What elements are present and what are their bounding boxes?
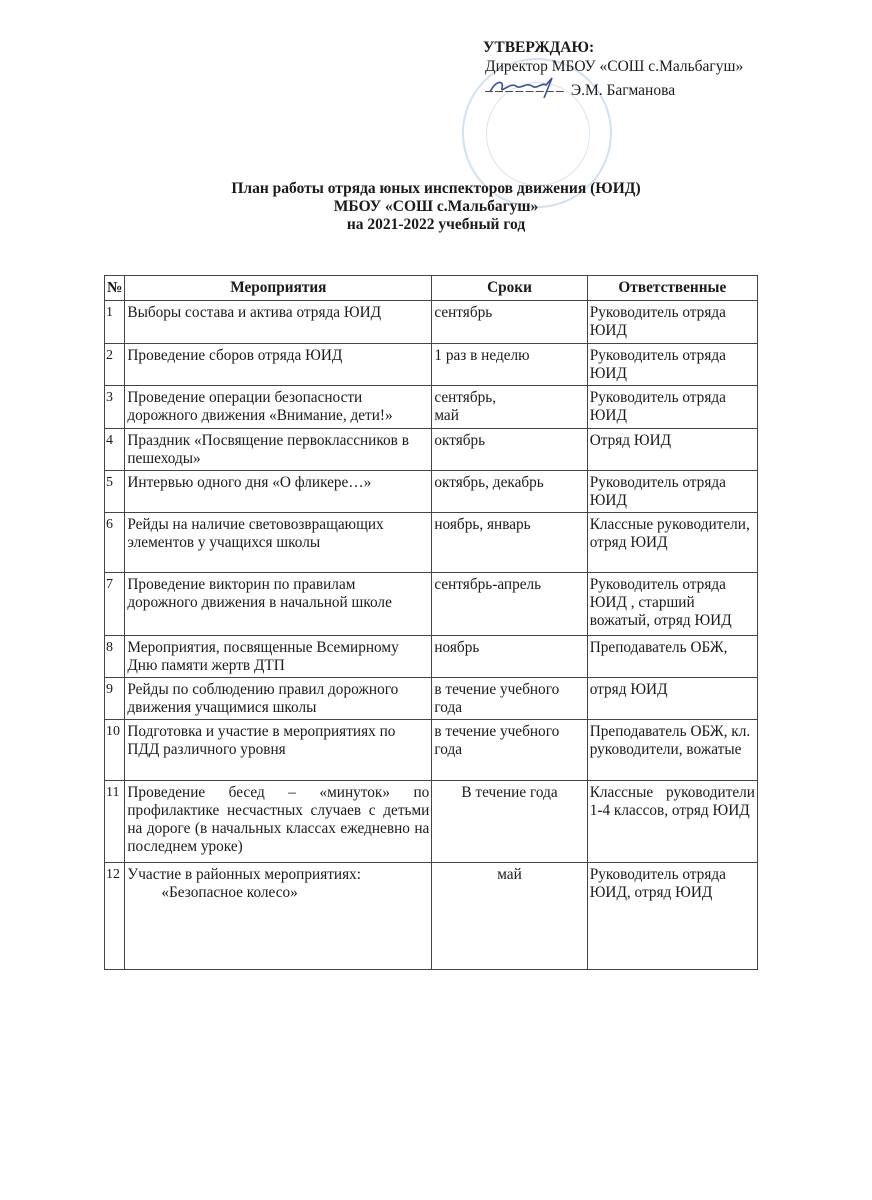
event-cell-text: Участие в районных мероприятиях:	[127, 866, 362, 883]
row-number	[105, 781, 125, 863]
event-cell	[125, 429, 432, 471]
dates-cell	[432, 344, 587, 386]
table-row	[105, 513, 758, 573]
responsible-cell	[587, 344, 757, 386]
row-number	[105, 573, 125, 636]
dates-cell-text: В течение года	[461, 784, 558, 801]
responsible-cell-text: Руководитель отряда ЮИД	[589, 474, 726, 509]
responsible-cell	[587, 781, 757, 863]
dates-cell-text: сентябрь-апрель	[434, 576, 542, 593]
responsible-cell	[587, 301, 757, 344]
event-cell	[125, 781, 432, 863]
responsible-cell	[587, 471, 757, 513]
responsible-cell	[587, 636, 757, 678]
dates-cell	[432, 678, 587, 720]
row-number	[105, 720, 125, 781]
col-number: №	[105, 276, 125, 301]
row-number-text: 2	[106, 348, 113, 363]
row-number-text: 10	[106, 724, 120, 739]
dates-cell-text: сентябрь, май	[434, 389, 497, 424]
dates-cell	[432, 781, 587, 863]
event-cell-text: Подготовка и участие в мероприятиях по ПДД различного уровня	[127, 723, 396, 758]
responsible-cell-text: Отряд ЮИД	[589, 432, 672, 449]
row-number-text: 6	[106, 517, 113, 532]
row-number	[105, 863, 125, 970]
event-cell	[125, 301, 432, 344]
responsible-cell-text: Преподаватель ОБЖ,	[589, 639, 728, 656]
row-number	[105, 429, 125, 471]
event-cell-text: Проведение викторин по правилам дорожного движения в начальной школе	[127, 576, 392, 611]
event-cell-text: Мероприятия, посвященные Всемирному Дню памяти жертв ДТП	[127, 639, 399, 674]
responsible-cell-text: Руководитель отряда ЮИД , старший вожатый, отряд ЮИД	[589, 576, 732, 629]
col-event: Мероприятия	[125, 276, 432, 301]
row-number-text: 12	[106, 867, 120, 882]
table-row	[105, 386, 758, 429]
responsible-cell	[587, 573, 757, 636]
table-row	[105, 301, 758, 344]
event-sub-text: «Безопасное колесо»	[161, 884, 298, 901]
responsible-cell-text: Преподаватель ОБЖ, кл. руководители, вожатые	[589, 723, 751, 758]
event-cell-text: Проведение бесед – «минуток» по профилактике несчастных случаев с детьми на дороге (в начальных классах ежедневно на последнем уроке)	[127, 784, 430, 855]
dates-cell-text: в течение учебного года	[434, 681, 560, 716]
event-cell	[125, 471, 432, 513]
dates-cell-text: в течение учебного года	[434, 723, 560, 758]
table-header-row	[105, 276, 758, 301]
event-cell-text: Проведение операции безопасности дорожного движения «Внимание, дети!»	[127, 389, 393, 424]
dates-cell-text: 1 раз в неделю	[434, 347, 530, 364]
dates-cell-text: ноябрь	[434, 639, 480, 656]
dates-cell	[432, 573, 587, 636]
signature	[486, 76, 568, 98]
dates-cell-text: май	[497, 866, 522, 883]
row-number-text: 4	[106, 433, 113, 448]
event-cell	[125, 344, 432, 386]
dates-cell	[432, 720, 587, 781]
row-number	[105, 678, 125, 720]
event-cell	[125, 573, 432, 636]
responsible-cell	[587, 513, 757, 573]
responsible-cell	[587, 863, 757, 970]
responsible-cell-text: Классные руководители 1-4 классов, отряд ЮИД	[589, 784, 755, 819]
table-row	[105, 863, 758, 970]
row-number-text: 11	[106, 785, 120, 800]
row-number	[105, 636, 125, 678]
dates-cell-text: октябрь, декабрь	[434, 474, 544, 491]
table-row	[105, 573, 758, 636]
row-number	[105, 386, 125, 429]
dates-cell-text: октябрь	[434, 432, 486, 449]
event-cell	[125, 386, 432, 429]
table-row	[105, 429, 758, 471]
dates-cell	[432, 863, 587, 970]
responsible-cell-text: Руководитель отряда ЮИД	[589, 304, 726, 339]
event-cell	[125, 720, 432, 781]
title-line-3: на 2021-2022 учебный год	[346, 216, 526, 233]
event-cell	[125, 678, 432, 720]
table-row	[105, 471, 758, 513]
event-cell	[125, 863, 432, 970]
approval-title: УТВЕРЖДАЮ:	[483, 39, 595, 56]
event-cell-text: Проведение сборов отряда ЮИД	[127, 347, 343, 364]
dates-cell-text: сентябрь	[434, 304, 493, 321]
row-number-text: 9	[106, 682, 113, 697]
dates-cell	[432, 471, 587, 513]
dates-cell	[432, 636, 587, 678]
row-number-text: 8	[106, 640, 113, 655]
signature-line: ________	[485, 77, 567, 94]
table-row	[105, 636, 758, 678]
title-line-2: МБОУ «СОШ с.Мальбагуш»	[333, 198, 539, 215]
document-title	[0, 180, 872, 234]
event-cell	[125, 636, 432, 678]
dates-cell	[432, 429, 587, 471]
approval-name: Э.М. Багманова	[570, 82, 676, 99]
row-number-text: 1	[106, 305, 113, 320]
responsible-cell	[587, 429, 757, 471]
responsible-cell-text: Руководитель отряда ЮИД	[589, 347, 726, 382]
row-number	[105, 513, 125, 573]
dates-cell	[432, 301, 587, 344]
event-cell-text: Интервью одного дня «О фликере…»	[127, 474, 372, 491]
responsible-cell-text: Руководитель отряда ЮИД	[589, 389, 726, 424]
dates-cell	[432, 386, 587, 429]
event-cell-text: Выборы состава и актива отряда ЮИД	[127, 304, 382, 321]
col-dates: Сроки	[432, 276, 587, 301]
row-number	[105, 301, 125, 344]
event-cell-text: Рейды на наличие световозвращающих элементов у учащихся школы	[127, 516, 384, 551]
responsible-cell	[587, 678, 757, 720]
row-number	[105, 471, 125, 513]
col-responsible: Ответственные	[587, 276, 757, 301]
title-line-1: План работы отряда юных инспекторов движения (ЮИД)	[231, 180, 641, 197]
table-row	[105, 344, 758, 386]
responsible-cell-text: Руководитель отряда ЮИД, отряд ЮИД	[589, 866, 726, 901]
row-number-text: 7	[106, 577, 113, 592]
responsible-cell-text: Классные руководители, отряд ЮИД	[589, 516, 750, 551]
table-row	[105, 720, 758, 781]
table-row	[105, 678, 758, 720]
approval-position: Директор МБОУ «СОШ с.Мальбагуш»	[485, 58, 744, 75]
event-cell-text: Праздник «Посвящение первоклассников в пешеходы»	[127, 432, 409, 467]
plan-table	[104, 275, 758, 970]
event-cell-text: Рейды по соблюдению правил дорожного движения учащимися школы	[127, 681, 399, 716]
table-row	[105, 781, 758, 863]
row-number-text: 5	[106, 475, 113, 490]
responsible-cell	[587, 720, 757, 781]
event-cell	[125, 513, 432, 573]
row-number	[105, 344, 125, 386]
dates-cell-text: ноябрь, январь	[434, 516, 531, 533]
responsible-cell	[587, 386, 757, 429]
dates-cell	[432, 513, 587, 573]
row-number-text: 3	[106, 390, 113, 405]
responsible-cell-text: отряд ЮИД	[589, 681, 668, 698]
